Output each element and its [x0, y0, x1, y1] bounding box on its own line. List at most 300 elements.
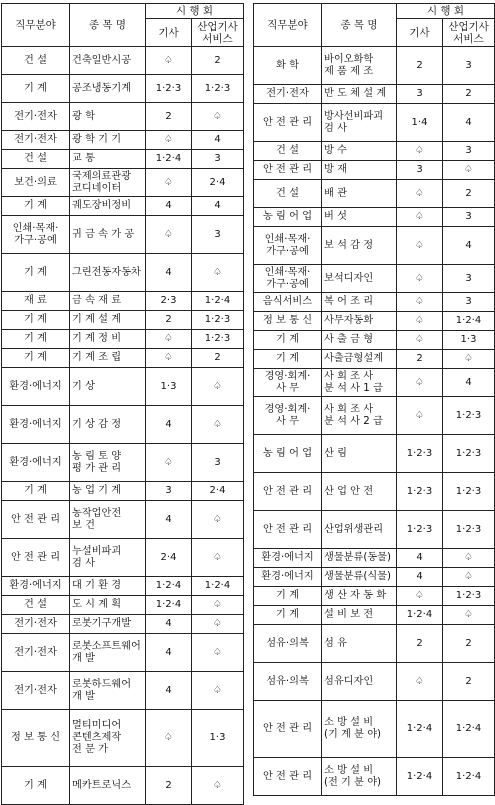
field-line: 건 설: [276, 187, 299, 199]
field-cell: [254, 397, 322, 435]
not-held-spade-icon: ♤: [443, 568, 495, 587]
field-line: 안 전 관 리: [262, 116, 313, 128]
item-line: 기 계 정 비: [72, 333, 122, 344]
field-line: 기 계: [24, 266, 47, 278]
field-line: 농 림 어 업: [262, 211, 313, 222]
not-held-spade-icon: ♤: [146, 131, 192, 150]
table-row: [254, 312, 495, 331]
field-cell: [2, 596, 70, 615]
industrial-rounds-cell: 1·3: [443, 331, 495, 350]
engineer-rounds-cell: 1·2·4: [146, 596, 192, 615]
item-cell: [70, 406, 146, 444]
field-cell: [254, 549, 322, 568]
engineer-rounds-cell: 3: [146, 482, 192, 501]
item-cell: [70, 482, 146, 501]
field-cell: [2, 368, 70, 406]
engineer-rounds-cell: 2: [397, 625, 443, 663]
field-cell: [254, 47, 322, 85]
not-held-spade-icon: ♤: [443, 606, 495, 625]
item-cell: [70, 131, 146, 150]
item-cell: [322, 265, 397, 293]
industrial-rounds-cell: 4: [192, 197, 244, 216]
table-row: [2, 75, 244, 103]
item-cell: [322, 180, 397, 208]
field-line: 안 전 관 리: [262, 485, 313, 497]
item-line: 전 문 가: [72, 744, 108, 755]
table-row: [2, 150, 244, 169]
table-row: [2, 330, 244, 349]
field-line: 안 전 관 리: [10, 551, 61, 563]
item-line: 공조냉동기계: [72, 82, 132, 94]
table-row: [254, 85, 495, 104]
engineer-rounds-cell: 1·2·3: [397, 435, 443, 473]
field-line: 전기·전자: [14, 646, 57, 658]
engineer-rounds-cell: 4: [146, 254, 192, 292]
not-held-spade-icon: ♤: [443, 161, 495, 180]
field-line: 전기·전자: [14, 110, 57, 122]
table-row: [2, 767, 244, 805]
item-line: 멀티미디어: [72, 720, 122, 731]
item-cell: [322, 104, 397, 142]
field-cell: [2, 349, 70, 368]
item-cell: [70, 216, 146, 254]
field-line: 안 전 관 리: [262, 164, 313, 175]
not-held-spade-icon: ♤: [397, 293, 443, 312]
industrial-rounds-cell: 2·4: [192, 482, 244, 501]
engineer-rounds-cell: 3: [397, 161, 443, 180]
engineer-rounds-cell: 1·4: [397, 104, 443, 142]
field-cell: [254, 161, 322, 180]
field-cell: [254, 435, 322, 473]
field-line: 전기·전자: [14, 134, 57, 145]
field-cell: [254, 511, 322, 549]
item-line: 광 학: [72, 110, 95, 122]
field-cell: [254, 473, 322, 511]
industrial-rounds-cell: 1·2·3: [443, 397, 495, 435]
field-line: 가구·공예: [14, 234, 57, 246]
field-line: 건 설: [24, 153, 47, 164]
field-line: 환경·에너지: [9, 380, 62, 392]
item-line: 소 방 설 비: [324, 764, 374, 776]
item-cell: [70, 577, 146, 596]
engineer-rounds-cell: 3: [397, 85, 443, 104]
field-cell: [2, 539, 70, 577]
item-cell: [70, 254, 146, 292]
table-row: [254, 587, 495, 606]
table-row: [2, 539, 244, 577]
industrial-rounds-cell: 2·4: [192, 169, 244, 197]
item-cell: [70, 311, 146, 330]
industrial-rounds-cell: 4: [443, 227, 495, 265]
field-line: 경영·회계·: [264, 370, 311, 382]
field-line: 가구·공예: [266, 278, 309, 290]
item-line: 사출금형설계: [324, 353, 384, 364]
table-row: [254, 180, 495, 208]
item-cell: [70, 368, 146, 406]
field-line: 섬유·의복: [266, 637, 309, 649]
field-line: 가구·공예: [266, 245, 309, 257]
industrial-rounds-cell: 2: [443, 85, 495, 104]
field-cell: [254, 312, 322, 331]
item-cell: [70, 349, 146, 368]
item-cell: [70, 634, 146, 672]
item-cell: [322, 587, 397, 606]
table-row: [254, 47, 495, 85]
field-line: 안 전 관 리: [262, 770, 313, 782]
field-line: 환경·에너지: [9, 418, 62, 430]
not-held-spade-icon: ♤: [397, 142, 443, 161]
item-cell: [322, 663, 397, 701]
item-line: 기 계 설 계: [72, 314, 122, 325]
table-row: [254, 293, 495, 312]
field-line: 기 계: [24, 333, 47, 344]
table-row: [2, 103, 244, 131]
header-col-b: 산업기사 서비스: [443, 19, 495, 47]
not-held-spade-icon: ♤: [397, 369, 443, 397]
item-line: 보석디자인: [324, 272, 374, 284]
item-line: 궤도장비정비: [72, 200, 132, 211]
field-line: 기 계: [24, 314, 47, 325]
field-line: 안 전 관 리: [262, 723, 313, 734]
header-col-b: 산업기사 서비스: [192, 19, 244, 47]
header-exam: 시 행 회: [146, 4, 244, 19]
item-line: 검 사: [72, 557, 95, 569]
item-line: 배 관: [324, 187, 347, 199]
field-line: 인쇄·목재·: [264, 266, 311, 278]
field-cell: [2, 47, 70, 75]
table-row: [254, 625, 495, 663]
item-cell: [70, 596, 146, 615]
engineer-rounds-cell: 1·2·4: [146, 577, 192, 596]
engineer-rounds-cell: 1·2·3: [397, 473, 443, 511]
item-cell: [70, 767, 146, 805]
item-line: 산 업 안 전: [324, 485, 374, 497]
field-line: 환경·에너지: [261, 571, 314, 582]
engineer-rounds-cell: 4: [146, 501, 192, 539]
item-cell: [70, 75, 146, 103]
table-row: [2, 406, 244, 444]
item-cell: [322, 473, 397, 511]
item-cell: [322, 606, 397, 625]
item-line: 기 상 감 정: [72, 418, 122, 430]
field-line: 전기·전자: [266, 88, 309, 99]
table-row: [2, 311, 244, 330]
item-cell: [322, 47, 397, 85]
engineer-rounds-cell: 1·2·3: [146, 75, 192, 103]
industrial-rounds-cell: 1·2·3: [443, 587, 495, 606]
table-row: [2, 634, 244, 672]
table-row: [2, 169, 244, 197]
field-cell: [254, 625, 322, 663]
industrial-rounds-cell: 1·2·3: [443, 435, 495, 473]
industrial-rounds-cell: 2: [192, 47, 244, 75]
exam-table-left: [1, 3, 244, 805]
field-cell: [254, 331, 322, 350]
not-held-spade-icon: ♤: [192, 615, 244, 634]
header-field: 직무분야: [2, 4, 70, 47]
item-line: 로봇기구개발: [72, 618, 132, 629]
item-cell: [322, 208, 397, 227]
table-row: [254, 161, 495, 180]
field-cell: [254, 369, 322, 397]
engineer-rounds-cell: 4: [146, 197, 192, 216]
item-line: (전 기 분 야): [324, 776, 382, 788]
header-item: 종 목 명: [70, 4, 146, 47]
field-line: 기 계: [276, 590, 299, 601]
field-cell: [254, 142, 322, 161]
field-cell: [2, 292, 70, 311]
table-row: [2, 444, 244, 482]
item-line: 농작업안전: [72, 507, 122, 519]
industrial-rounds-cell: 1·2·4: [192, 292, 244, 311]
item-cell: [70, 169, 146, 197]
item-cell: [322, 369, 397, 397]
item-cell: [322, 85, 397, 104]
item-line: 보 석 감 정: [324, 239, 374, 251]
field-cell: [254, 758, 322, 796]
field-cell: [254, 350, 322, 369]
item-line: 개 발: [72, 690, 95, 702]
table-row: [2, 672, 244, 710]
not-held-spade-icon: ♤: [443, 549, 495, 568]
item-line: 산업위생관리: [324, 523, 384, 535]
item-line: 농 업 기 계: [72, 485, 122, 496]
not-held-spade-icon: ♤: [397, 331, 443, 350]
header-exam: 시 행 회: [397, 4, 495, 19]
field-cell: [2, 767, 70, 805]
item-line: 복 어 조 리: [324, 296, 374, 307]
field-cell: [254, 701, 322, 758]
industrial-rounds-cell: 1·2·3: [443, 511, 495, 549]
field-line: 인쇄·목재·: [264, 233, 311, 245]
item-cell: [70, 103, 146, 131]
not-held-spade-icon: ♤: [397, 180, 443, 208]
industrial-rounds-cell: 4: [443, 369, 495, 397]
table-row: [254, 473, 495, 511]
table-row: [254, 350, 495, 369]
item-line: 산 림: [324, 447, 347, 459]
table-row: [254, 701, 495, 758]
table-row: [2, 197, 244, 216]
item-cell: [322, 331, 397, 350]
item-line: 방사선비파괴: [324, 110, 384, 122]
field-line: 음식서비스: [262, 296, 313, 307]
not-held-spade-icon: ♤: [192, 634, 244, 672]
item-cell: [322, 397, 397, 435]
field-cell: [2, 444, 70, 482]
industrial-rounds-cell: 3: [192, 216, 244, 254]
item-cell: [322, 312, 397, 331]
item-cell: [322, 758, 397, 796]
field-cell: [254, 663, 322, 701]
item-line: 로봇소프트웨어: [72, 640, 141, 652]
item-line: 섬 유: [324, 637, 347, 649]
item-line: 버 섯: [324, 211, 347, 222]
item-line: 코디네이터: [72, 182, 122, 194]
table-row: [254, 758, 495, 796]
field-line: 재 료: [24, 295, 47, 306]
engineer-rounds-cell: 4: [397, 549, 443, 568]
field-cell: [2, 406, 70, 444]
field-line: 보건·의료: [14, 176, 57, 188]
field-cell: [2, 577, 70, 596]
industrial-rounds-cell: 4: [192, 131, 244, 150]
item-line: 사 회 조 사: [324, 370, 374, 382]
engineer-rounds-cell: 1·3: [146, 368, 192, 406]
table-row: [2, 615, 244, 634]
industrial-rounds-cell: 1·2·3: [192, 75, 244, 103]
field-cell: [2, 150, 70, 169]
industrial-rounds-cell: 4: [443, 104, 495, 142]
field-cell: [2, 672, 70, 710]
field-line: 건 설: [24, 599, 47, 610]
item-cell: [322, 142, 397, 161]
industrial-rounds-cell: 1·3: [192, 710, 244, 767]
item-line: 메카트로닉스: [72, 779, 132, 791]
engineer-rounds-cell: 1·2·4: [397, 606, 443, 625]
item-cell: [70, 539, 146, 577]
not-held-spade-icon: ♤: [192, 539, 244, 577]
industrial-rounds-cell: 3: [443, 47, 495, 85]
engineer-rounds-cell: 1·2·4: [146, 150, 192, 169]
not-held-spade-icon: ♤: [397, 397, 443, 435]
item-line: 분 석 사 1 급: [324, 382, 383, 394]
item-line: 생물분류(동물): [324, 552, 391, 563]
field-line: 사 무: [276, 382, 299, 394]
not-held-spade-icon: ♤: [397, 227, 443, 265]
item-cell: [322, 568, 397, 587]
engineer-rounds-cell: 1·2·3: [397, 511, 443, 549]
field-line: 안 전 관 리: [10, 513, 61, 525]
engineer-rounds-cell: 2: [397, 350, 443, 369]
item-line: 바이오화학: [324, 53, 374, 65]
field-cell: [254, 227, 322, 265]
industrial-rounds-cell: 2: [192, 349, 244, 368]
field-cell: [2, 501, 70, 539]
field-cell: [254, 587, 322, 606]
item-cell: [70, 47, 146, 75]
engineer-rounds-cell: 2·3: [146, 292, 192, 311]
item-line: 국제의료관광: [72, 170, 132, 182]
item-cell: [322, 511, 397, 549]
not-held-spade-icon: ♤: [397, 265, 443, 293]
table-row: [2, 254, 244, 292]
industrial-rounds-cell: 3: [192, 150, 244, 169]
item-line: 콘텐츠제작: [72, 732, 122, 743]
field-cell: [2, 634, 70, 672]
item-line: 금 속 재 료: [72, 295, 122, 306]
not-held-spade-icon: ♤: [443, 350, 495, 369]
engineer-rounds-cell: 2·4: [146, 539, 192, 577]
industrial-rounds-cell: 1·2·3: [192, 311, 244, 330]
item-cell: [322, 293, 397, 312]
field-cell: [2, 75, 70, 103]
item-line: 광 학 기 기: [72, 134, 122, 145]
table-row: [254, 104, 495, 142]
field-cell: [2, 131, 70, 150]
not-held-spade-icon: ♤: [146, 710, 192, 767]
table-row: [2, 47, 244, 75]
item-line: 보 건: [72, 519, 95, 531]
header-field: 직무분야: [254, 4, 322, 47]
item-line: 생물분류(식물): [324, 571, 391, 582]
table-row: [2, 292, 244, 311]
not-held-spade-icon: ♤: [397, 208, 443, 227]
item-cell: [70, 292, 146, 311]
item-line: 귀 금 속 가 공: [72, 228, 135, 240]
engineer-rounds-cell: 2: [146, 767, 192, 805]
industrial-rounds-cell: 3: [443, 265, 495, 293]
table-row: [254, 435, 495, 473]
not-held-spade-icon: ♤: [192, 368, 244, 406]
item-line: 기 계 조 립: [72, 352, 122, 363]
field-line: 기 계: [24, 779, 47, 791]
engineer-rounds-cell: 4: [146, 615, 192, 634]
field-cell: [254, 85, 322, 104]
item-line: 도 시 계 획: [72, 599, 122, 610]
field-cell: [2, 216, 70, 254]
field-cell: [254, 293, 322, 312]
engineer-rounds-cell: 4: [146, 672, 192, 710]
item-line: 설 비 보 전: [324, 609, 374, 620]
table-row: [2, 349, 244, 368]
field-cell: [2, 311, 70, 330]
field-cell: [2, 254, 70, 292]
field-line: 기 계: [276, 609, 299, 620]
industrial-rounds-cell: 1·2·3: [192, 330, 244, 349]
engineer-rounds-cell: 1·2·4: [397, 701, 443, 758]
item-line: 교 통: [72, 153, 95, 164]
engineer-rounds-cell: 1·2·4: [397, 758, 443, 796]
not-held-spade-icon: ♤: [146, 47, 192, 75]
item-cell: [322, 350, 397, 369]
item-line: 사 출 금 형: [324, 334, 374, 345]
item-cell: [70, 444, 146, 482]
field-line: 사 무: [276, 415, 299, 427]
item-cell: [322, 435, 397, 473]
industrial-rounds-cell: 2: [443, 625, 495, 663]
not-held-spade-icon: ♤: [146, 169, 192, 197]
item-line: 로봇하드웨어: [72, 678, 132, 690]
item-cell: [70, 501, 146, 539]
field-line: 환경·에너지: [261, 552, 314, 563]
item-line: 누설비파괴: [72, 545, 122, 557]
field-line: 건 설: [276, 145, 299, 156]
table-row: [2, 596, 244, 615]
field-line: 기 계: [276, 334, 299, 345]
engineer-rounds-cell: 2: [146, 311, 192, 330]
not-held-spade-icon: ♤: [397, 663, 443, 701]
field-cell: [254, 265, 322, 293]
table-row: [254, 227, 495, 265]
table-row: [254, 663, 495, 701]
table-row: [254, 265, 495, 293]
field-cell: [254, 606, 322, 625]
field-line: 기 계: [24, 82, 47, 94]
item-cell: [70, 150, 146, 169]
engineer-rounds-cell: 2: [397, 47, 443, 85]
table-row: [254, 606, 495, 625]
industrial-rounds-cell: 3: [443, 142, 495, 161]
not-held-spade-icon: ♤: [192, 501, 244, 539]
not-held-spade-icon: ♤: [192, 767, 244, 805]
field-line: 농 림 어 업: [262, 447, 313, 459]
table-row: [2, 482, 244, 501]
engineer-rounds-cell: 4: [146, 634, 192, 672]
field-line: 정 보 통 신: [10, 732, 61, 743]
item-line: 생 산 자 동 화: [324, 590, 387, 601]
item-line: 소 방 설 비: [324, 717, 374, 728]
